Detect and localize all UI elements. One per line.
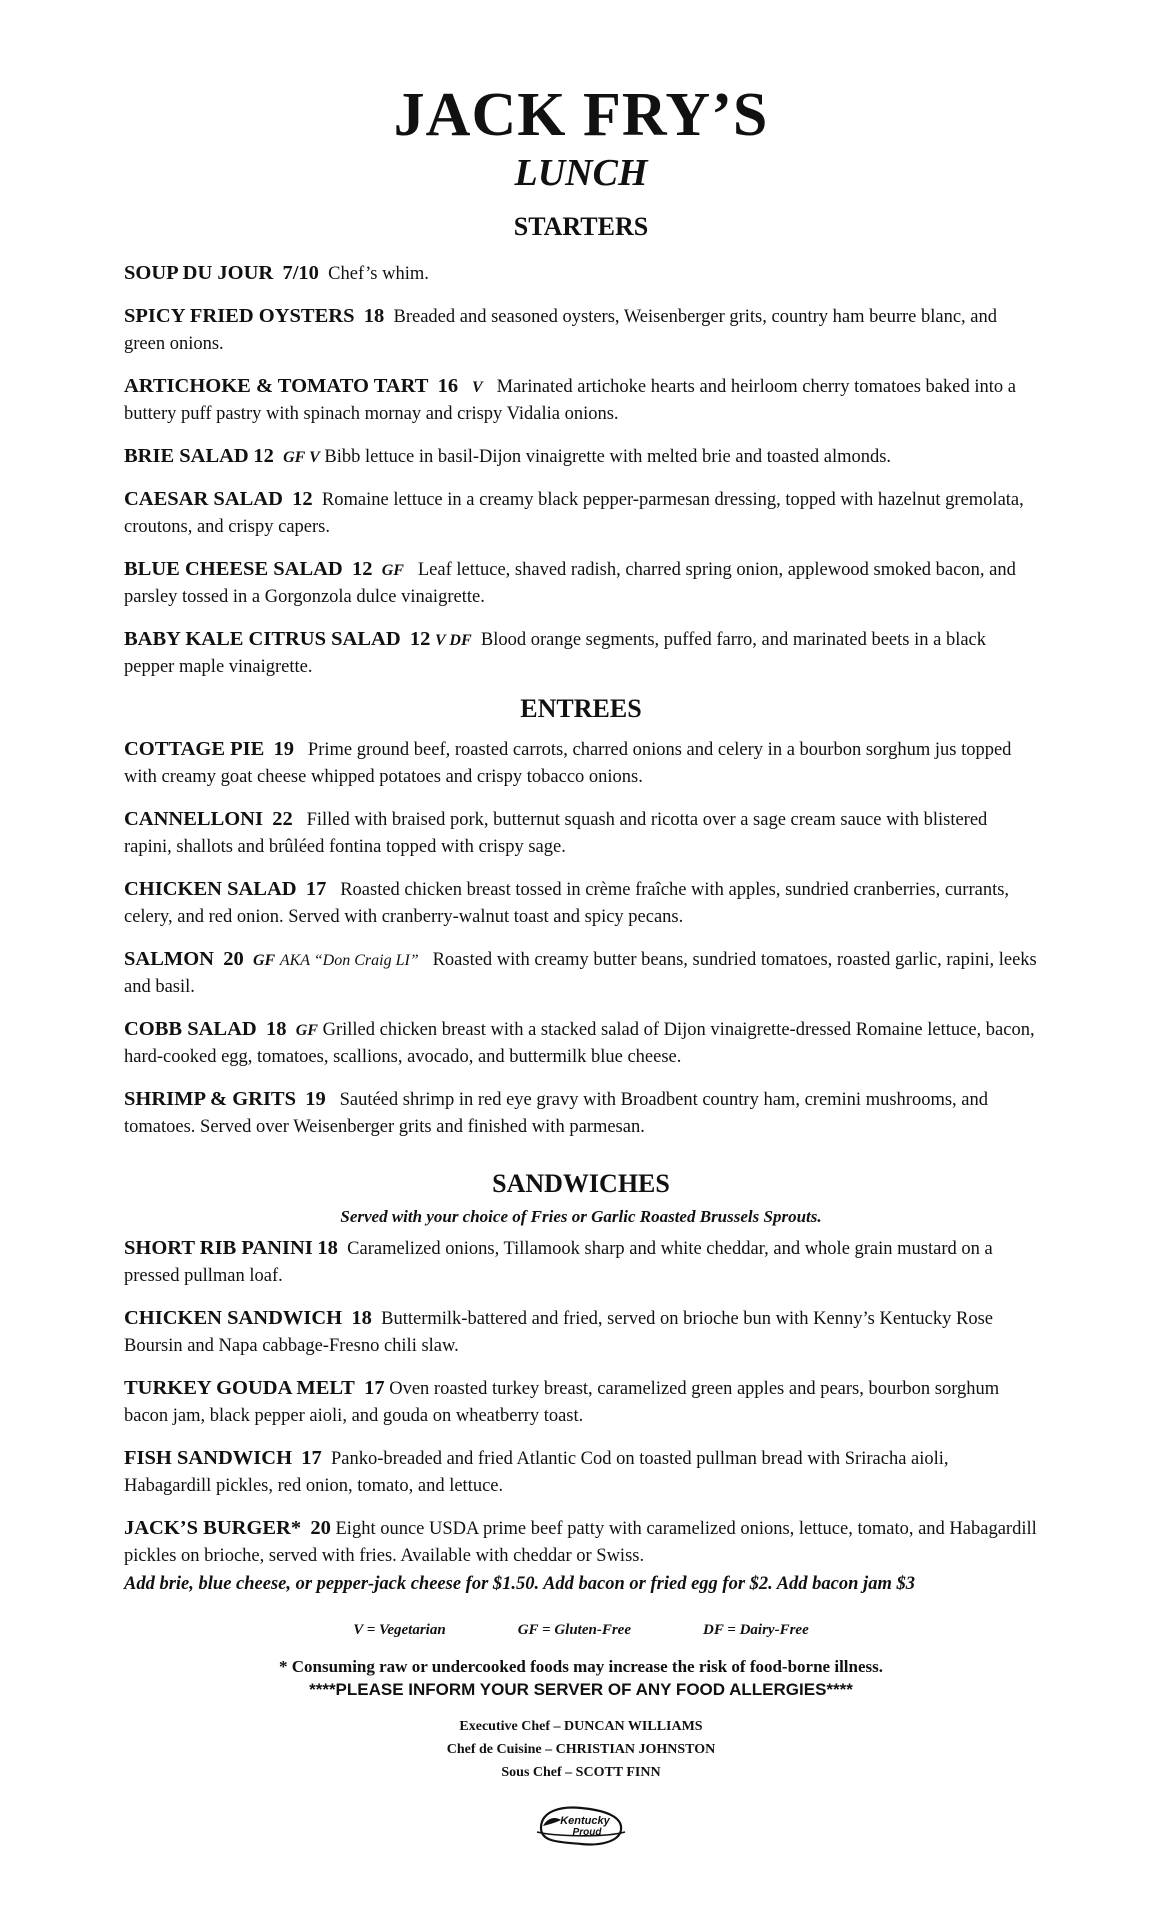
item-description: Sautéed shrimp in red eye gravy with Broadbent country ham, cremini mushrooms, and tomatoes. Served over Weisenberger grits and finished with parmesan. xyxy=(124,1090,989,1137)
item-name: CHICKEN SANDWICH xyxy=(124,1307,343,1329)
diet-tag: GF xyxy=(381,562,404,579)
item-price: 19 xyxy=(305,1088,326,1110)
logo-line-1: Kentucky xyxy=(560,1815,610,1827)
item-price: 17 xyxy=(301,1447,322,1469)
menu-item xyxy=(124,443,1038,471)
item-description: Breaded and seasoned oysters, Weisenberger grits, country ham beurre blanc, and green onions. xyxy=(124,307,997,354)
menu-item xyxy=(124,1235,1038,1290)
diet-tag: GF xyxy=(252,952,276,969)
meal-title: LUNCH xyxy=(514,152,648,194)
sandwiches-title: SANDWICHES xyxy=(492,1169,670,1198)
menu-item xyxy=(124,1515,1038,1570)
item-name: SHORT RIB PANINI xyxy=(124,1237,313,1259)
legend-gluten-free: GF = Gluten-Free xyxy=(517,1622,631,1638)
item-description: Blood orange segments, puffed farro, and marinated beets in a black pepper maple vinaigrette. xyxy=(124,630,987,677)
executive-chef: Executive Chef – DUNCAN WILLIAMS xyxy=(459,1719,703,1734)
menu-item xyxy=(124,736,1038,791)
sandwiches-note: Served with your choice of Fries or Garlic Roasted Brussels Sprouts. xyxy=(340,1207,822,1226)
item-name: BABY KALE CITRUS SALAD xyxy=(124,628,401,650)
diet-tag: GF V xyxy=(283,449,320,466)
item-description: Grilled chicken breast with a stacked salad of Dijon vinaigrette-dressed Romaine lettuce, bacon, hard-cooked egg, tomatoes, scallions, avocado, and buttermilk blue cheese. xyxy=(124,1020,1035,1067)
menu-item xyxy=(124,1375,1038,1430)
food-warning: * Consuming raw or undercooked foods may increase the risk of food-borne illness. xyxy=(279,1657,883,1676)
item-name: CHICKEN SALAD xyxy=(124,878,297,900)
item-price: 16 xyxy=(437,375,459,397)
item-name: SALMON xyxy=(124,948,214,970)
menu-item xyxy=(124,1016,1038,1071)
starters-list xyxy=(124,260,1038,681)
diet-tag: V xyxy=(472,379,483,396)
restaurant-name: JACK FRY’S xyxy=(393,81,769,149)
item-price: 20 xyxy=(223,948,244,970)
item-description: Bibb lettuce in basil-Dijon vinaigrette with melted brie and toasted almonds. xyxy=(324,447,892,467)
item-price: 18 xyxy=(363,305,385,327)
item-name: ARTICHOKE & TOMATO TART xyxy=(124,375,429,397)
item-name: SPICY FRIED OYSTERS xyxy=(124,305,355,327)
menu-item xyxy=(124,1305,1038,1360)
item-price: 12 xyxy=(351,558,373,580)
kentucky-proud-logo xyxy=(124,1802,1038,1850)
item-description: Leaf lettuce, shaved radish, charred spring onion, applewood smoked bacon, and parsley tossed in a Gorgonzola dulce vinaigrette. xyxy=(124,560,1016,607)
item-name: JACK’S BURGER* xyxy=(124,1517,302,1539)
item-name: SOUP DU JOUR xyxy=(124,262,274,284)
sandwiches-list xyxy=(124,1235,1038,1598)
item-price: 20 xyxy=(310,1517,331,1539)
item-description: Oven roasted turkey breast, caramelized green apples and pears, bourbon sorghum bacon jam, black pepper aioli, and gouda on wheatberry toast. xyxy=(124,1379,1000,1426)
item-description: Roasted chicken breast tossed in crème fraîche with apples, sundried cranberries, currants, celery, and red onion. Served with cranberry-walnut toast and spicy pecans. xyxy=(124,880,1010,927)
menu-item xyxy=(124,486,1038,541)
addon-note: Add brie, blue cheese, or pepper-jack cheese for $1.50. Add bacon or fried egg for $2. Add bacon jam $3 xyxy=(124,1574,915,1594)
item-description: Panko-breaded and fried Atlantic Cod on toasted pullman bread with Sriracha aioli, Habagardill pickles, red onion, tomato, and lettuce. xyxy=(124,1449,949,1496)
menu-item xyxy=(124,1086,1038,1141)
legend-vegetarian: V = Vegetarian xyxy=(353,1622,446,1638)
entrees-title: ENTREES xyxy=(520,694,642,723)
item-price: 7/10 xyxy=(282,262,319,284)
menu-item xyxy=(124,876,1038,931)
item-price: 12 xyxy=(292,488,313,510)
menu-item xyxy=(124,303,1038,358)
item-price: 19 xyxy=(273,738,295,760)
menu-item xyxy=(124,626,1038,681)
allergy-notice: ****PLEASE INFORM YOUR SERVER OF ANY FOOD ALLERGIES**** xyxy=(309,1680,853,1699)
menu-item xyxy=(124,556,1038,611)
diet-tag: V DF xyxy=(435,632,472,649)
item-name: FISH SANDWICH xyxy=(124,1447,293,1469)
item-description: Caramelized onions, Tillamook sharp and white cheddar, and whole grain mustard on a pressed pullman loaf. xyxy=(124,1239,993,1286)
chef-credits xyxy=(124,1715,1038,1784)
item-price: 18 xyxy=(317,1237,338,1259)
item-name: COBB SALAD xyxy=(124,1018,257,1040)
item-name: CANNELLONI xyxy=(124,808,263,830)
item-name: CAESAR SALAD xyxy=(124,488,283,510)
item-description: Prime ground beef, roasted carrots, charred onions and celery in a bourbon sorghum jus topped with creamy goat cheese whipped potatoes and crispy tobacco onions. xyxy=(124,740,1012,787)
item-name: TURKEY GOUDA MELT xyxy=(124,1377,355,1399)
menu-item xyxy=(124,373,1038,428)
item-name: COTTAGE PIE xyxy=(124,738,265,760)
logo-line-2: Proud xyxy=(572,1827,602,1838)
menu-item xyxy=(124,946,1038,1001)
sous-chef: Sous Chef – SCOTT FINN xyxy=(501,1765,661,1780)
item-description: Roasted with creamy butter beans, sundried tomatoes, roasted garlic, rapini, leeks and basil. xyxy=(124,950,1037,997)
item-description: Buttermilk-battered and fried, served on brioche bun with Kenny’s Kentucky Rose Boursin and Napa cabbage-Fresno chili slaw. xyxy=(124,1309,994,1356)
diet-legend xyxy=(124,1622,1038,1639)
kentucky-proud-icon xyxy=(533,1802,629,1850)
diet-tag: GF xyxy=(295,1022,318,1039)
menu-item xyxy=(124,806,1038,861)
item-description: Romaine lettuce in a creamy black pepper-parmesan dressing, topped with hazelnut gremolata, croutons, and crispy capers. xyxy=(124,490,1024,537)
item-description: Chef’s whim. xyxy=(328,264,429,284)
item-name: BLUE CHEESE SALAD xyxy=(124,558,343,580)
chef-de-cuisine: Chef de Cuisine – CHRISTIAN JOHNSTON xyxy=(446,1742,716,1757)
item-description: Eight ounce USDA prime beef patty with caramelized onions, lettuce, tomato, and Habagardill pickles on brioche, served with fries. Available with cheddar or Swiss. xyxy=(124,1519,1037,1566)
item-price: 18 xyxy=(351,1307,372,1329)
item-price: 18 xyxy=(265,1018,287,1040)
item-description: Filled with braised pork, butternut squash and ricotta over a sage cream sauce with blistered rapini, shallots and brûléed fontina topped with crispy sage. xyxy=(124,810,988,857)
menu-item xyxy=(124,260,1038,288)
menu-item xyxy=(124,1445,1038,1500)
starters-title: STARTERS xyxy=(513,212,649,241)
item-description: Marinated artichoke hearts and heirloom cherry tomatoes baked into a buttery puff pastry with spinach mornay and crispy Vidalia onions. xyxy=(124,377,1016,424)
legend-dairy-free: DF = Dairy-Free xyxy=(702,1622,809,1638)
item-price: 17 xyxy=(305,878,327,900)
item-price: 17 xyxy=(364,1377,385,1399)
item-price: 12 xyxy=(409,628,431,650)
item-price: 22 xyxy=(272,808,293,830)
entrees-list xyxy=(124,736,1038,1141)
item-name: BRIE SALAD xyxy=(124,445,249,467)
item-price: 12 xyxy=(253,445,274,467)
item-aka: AKA “Don Craig LI” xyxy=(279,952,419,969)
item-name: SHRIMP & GRITS xyxy=(124,1088,296,1110)
